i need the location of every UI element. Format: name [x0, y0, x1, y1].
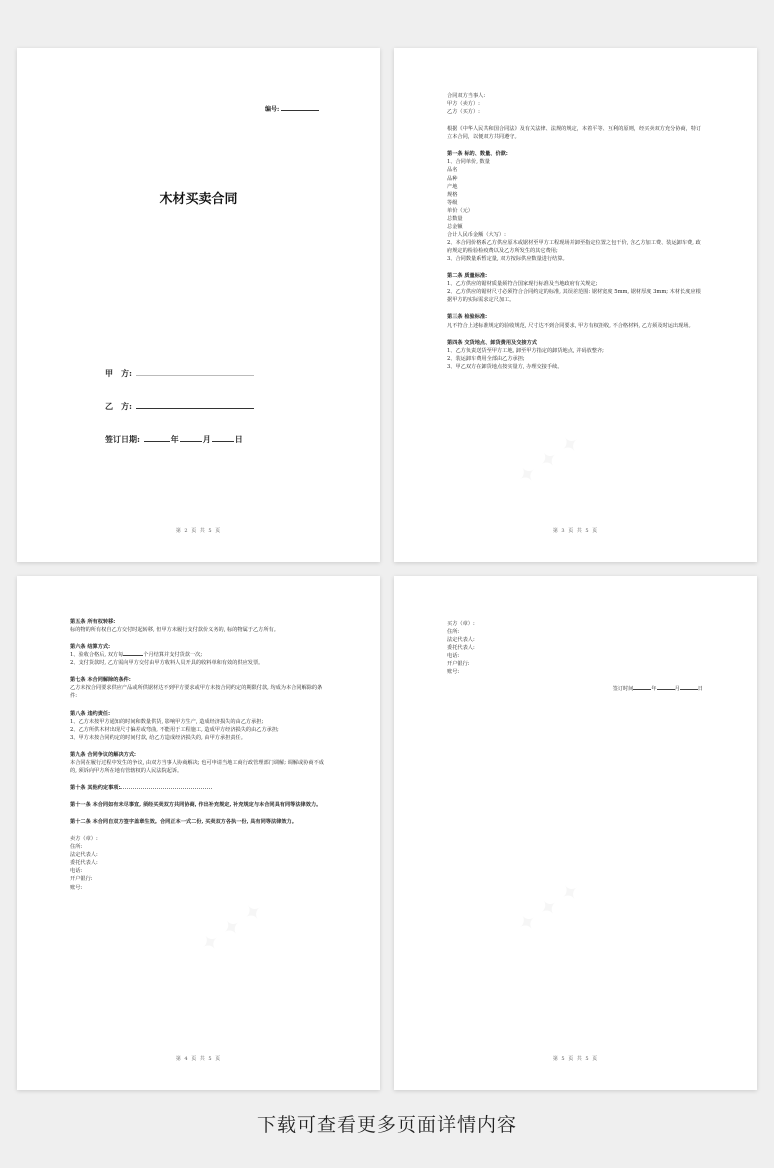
sign-time-month-blank	[657, 689, 675, 690]
section-line: 凡不符合上述标准规定的验收规范, 尺寸达不到合同要求, 甲方有权拒收, 不合格材料, 乙方须及时运出现场。	[447, 322, 694, 329]
signatory-line: 开户银行:	[447, 661, 470, 668]
section-line: 3、甲方未按合同约定的时间付款, 给乙方造成经济损失的, 由甲方承担责任。	[70, 734, 246, 741]
sign-time-label: 签订时间	[612, 685, 634, 692]
contract-number-blank	[281, 110, 319, 111]
signatory-line: 住所:	[70, 844, 83, 851]
signatory-line: 委托代表人:	[447, 645, 475, 652]
section-line: 总金额	[447, 223, 463, 230]
settlement-text-b: 个月结算并支付货款一次;	[143, 652, 203, 659]
sign-date-label: 签订日期:	[105, 434, 140, 444]
other-matters-blank	[120, 788, 212, 789]
signatory-line: 电话:	[447, 653, 460, 660]
document-page-cover	[17, 48, 380, 562]
signatory-line: 法定代表人:	[70, 852, 98, 859]
section-line: 2、支付货款时, 乙方需向甲方交付由甲方收料人员开具的收料单和有效的供应发票。	[70, 660, 264, 667]
party-a-label: 甲 方:	[105, 368, 132, 378]
section-heading: 第十一条 本合同如有未尽事宜, 须经买卖双方共同协商, 作出补充规定, 补充规定与本合同具有同等法律效力。	[70, 802, 322, 808]
party-a-blank	[136, 374, 254, 376]
section-heading: 第一条 标的、数量、价款:	[447, 151, 508, 158]
section-heading: 第二条 质量标准:	[447, 273, 488, 280]
section-line: 3、合同数量系暂定量, 双方按际供应数量进行结算。	[447, 256, 568, 263]
section-line: 2、乙方供应的锯材尺寸必须符合合同约定的标准, 其误差范围: 锯材宽度 5mm, 锯材厚度 3mm; 木材长度应根据甲方的实际需求定尺加工。	[447, 289, 701, 304]
section-line: 1、乙方供应的锯材质量须符合国家现行标准及当地政府有关规定;	[447, 281, 598, 288]
watermark	[196, 898, 268, 959]
sign-time-day: 日	[697, 685, 703, 692]
page-3-body	[447, 92, 703, 371]
document-page-3	[394, 48, 757, 562]
section-heading: 第八条 违约责任:	[70, 710, 111, 717]
signatory-line: 卖方（章）:	[70, 836, 98, 843]
section-heading: 第六条 结算方式:	[70, 644, 111, 651]
signatory-line: 电话:	[70, 868, 83, 875]
sign-time-row	[447, 676, 703, 700]
page-title: 木材买卖合同	[159, 192, 238, 207]
sign-day-blank	[212, 441, 234, 442]
signatory-line: 委托代表人:	[70, 860, 98, 867]
download-caption: 下载可查看更多页面详情内容	[256, 1114, 517, 1136]
page-5-body	[447, 620, 703, 701]
settlement-months-blank	[123, 655, 143, 656]
watermark	[513, 430, 585, 491]
page-footer: 第 2 页 共 5 页	[175, 528, 222, 534]
section-heading: 第十二条 本合同自双方签字盖章生效。合同正本一式二份, 买卖双方各执一份, 具有同等法律效力。	[70, 819, 297, 826]
signatory-line: 法定代表人:	[447, 637, 475, 644]
sign-time-month: 月	[674, 685, 680, 692]
sign-month-label: 月	[202, 434, 211, 444]
other-matters-label: 第十条 其他约定事项:	[70, 784, 121, 791]
sign-time-day-blank	[680, 689, 698, 690]
section-line: 规格	[447, 191, 458, 198]
page-4-body	[70, 618, 326, 892]
party-b-row	[105, 401, 254, 412]
section-line: 合计人民币金额（大写）:	[447, 231, 506, 238]
sign-time-year-blank	[633, 689, 651, 690]
signatory-line: 住所:	[447, 629, 460, 636]
signatory-line: 买方（章）:	[447, 621, 475, 627]
intro-line: 甲方（卖方）:	[447, 101, 480, 108]
page-footer: 第 3 页 共 5 页	[552, 528, 599, 534]
section-heading	[70, 784, 326, 792]
sign-time-year: 年	[651, 685, 657, 692]
section-heading: 第七条 本合同解除的条件:	[70, 677, 131, 684]
section-line: 2、本合同价格系乙方供应原木或锯材至甲方工程现场并卸至指定位置之包干价, 含乙方加工费、装运卸车费, 政府规定的检验检疫费以及乙方所发生的其它费用;	[447, 240, 701, 255]
contract-number-label: 编号:	[265, 106, 280, 113]
section-line: 1、乙方未按甲方通知的时间和数量供货, 影响甲方生产, 造成经济损失的由乙方承担;	[70, 718, 264, 725]
intro-line: 合同双方当事人:	[447, 93, 486, 99]
settlement-text-a: 1、验收合格后, 双方每	[70, 652, 124, 659]
section-line	[70, 651, 326, 659]
contract-number	[265, 104, 319, 113]
section-heading: 第五条 所有权转移:	[70, 619, 116, 625]
section-line: 品名	[447, 167, 458, 174]
signatory-line: 开户银行:	[70, 876, 93, 883]
section-line: 总数量	[447, 215, 463, 222]
sign-date-row	[105, 434, 243, 445]
sign-year-blank	[144, 441, 170, 442]
document-page-5	[394, 576, 757, 1090]
party-b-blank	[136, 407, 254, 409]
sign-month-blank	[180, 441, 202, 442]
page-footer: 第 4 页 共 5 页	[175, 1056, 222, 1062]
intro-line: 乙方（买方）:	[447, 109, 480, 116]
document-page-4	[17, 576, 380, 1090]
party-a-row	[105, 368, 254, 379]
section-line: 乙方未按合同要求供应产品或所供锯材达不到甲方要求或甲方未按合同约定的期限付款, 均成为本合同解除的条件:	[70, 685, 323, 700]
section-heading: 第三条 检验标准:	[447, 314, 488, 321]
section-line: 1、乙方负责送货至甲方工地, 卸至甲方指定的卸货地点, 并码放整齐;	[447, 347, 604, 354]
section-line: 产地	[447, 183, 458, 190]
section-line: 2、装运卸车费用全部由乙方承担;	[447, 355, 525, 362]
section-line: 品种	[447, 175, 458, 182]
section-heading: 第四条 交货地点、卸货费用及交接方式	[447, 339, 537, 346]
section-line: 等级	[447, 199, 458, 206]
section-line: 3、甲乙双方在卸货地点按实量方, 办理交接手续。	[447, 363, 563, 370]
sign-year-label: 年	[170, 434, 179, 444]
section-line: 2、乙方所供木材出现尺寸偏差或弯曲, 不能用于工程施工, 造成甲方经济损失的由乙方承担;	[70, 726, 279, 733]
section-line: 1、合同单价, 数量	[447, 159, 490, 166]
signatory-line: 账号:	[70, 884, 83, 891]
signatory-line: 账号:	[447, 669, 460, 676]
section-line: 单价（元）	[447, 207, 473, 214]
sign-day-label: 日	[234, 434, 243, 444]
section-heading: 第九条 合同争议的解决方式:	[70, 751, 136, 758]
watermark	[513, 878, 585, 939]
page-footer: 第 5 页 共 5 页	[552, 1056, 599, 1062]
preamble: 根据《中华人民共和国合同法》及有关法律、法规的规定，本着平等、互利的原则，经买卖双方充分协商，特订立本合同，以便双方共同遵守。	[447, 126, 702, 141]
section-line: 本合同在履行过程中发生的争议, 由双方当事人协商解决; 也可申请当地工商行政管理部门调解; 调解或协商不成的, 须诉向甲方所在地有管辖权的人民法院起诉。	[70, 759, 324, 774]
section-line: 标的物的所有权自乙方交付时起转移, 但甲方未履行支付款价义务的, 标的物属于乙方所有。	[70, 627, 279, 634]
party-b-label: 乙 方:	[105, 401, 132, 411]
